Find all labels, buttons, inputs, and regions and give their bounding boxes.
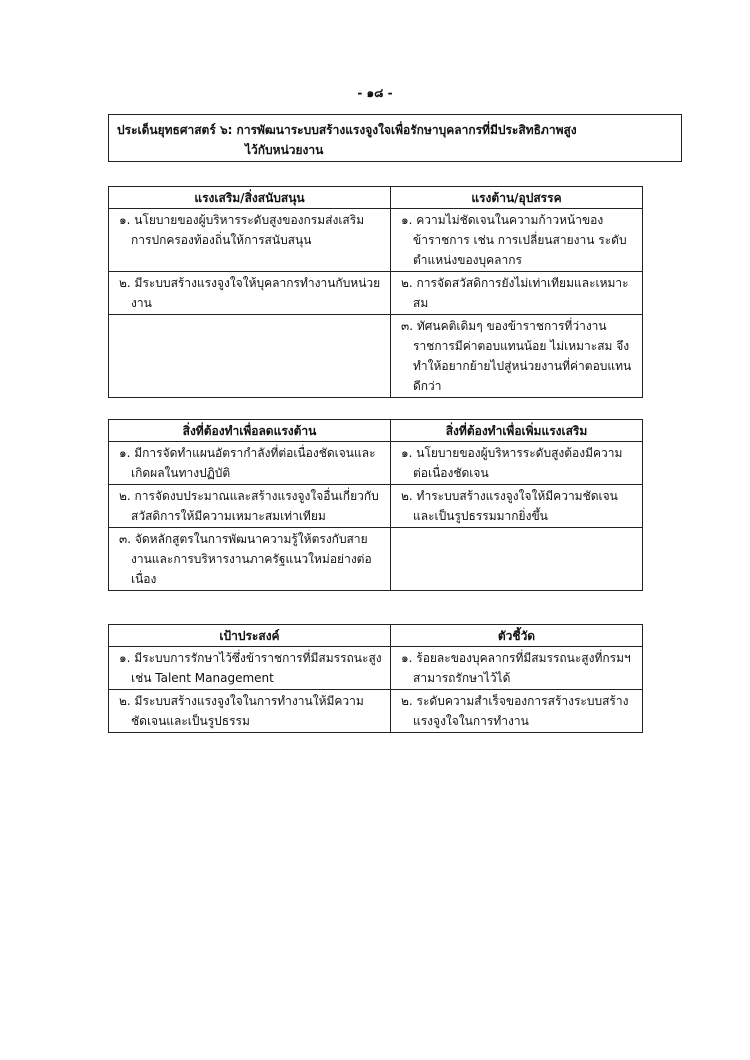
list-item: ๓. จัดหลักสูตรในการพัฒนาความรู้ให้ตรงกับสายงานและการบริหารงานภาครัฐแนวใหม่อย่างต่อเนื่อง [119,532,372,586]
table-cell [391,690,643,733]
list-item: ๑. มีการจัดทำแผนอัตรากำลังที่ต่อเนื่องชัดเจนและเกิดผลในทางปฏิบัติ [119,446,376,480]
table-cell [109,442,391,485]
table-cell [109,690,391,733]
actions-table [108,419,643,591]
table-cell [391,272,643,315]
forces-table [108,186,643,398]
table-cell [109,315,391,398]
table-row [109,485,643,528]
table-cell [109,528,391,591]
column-header-indicators: ตัวชี้วัด [391,625,643,647]
page-number: - ๑๘ - [357,86,393,100]
table-cell [391,209,643,272]
table-cell [391,647,643,690]
strategy-title-line2: ไว้กับหน่วยงาน [245,143,324,157]
list-item: ๑. ความไม่ชัดเจนในความก้าวหน้าของข้าราชการ เช่น การเปลี่ยนสายงาน ระดับตำแหน่งของบุคลากร [401,213,627,267]
list-item: ๒. มีระบบสร้างแรงจูงใจในการทำงานให้มีความชัดเจนและเป็นรูปธรรม [119,694,364,728]
table-header-row [109,187,643,209]
table-cell [109,647,391,690]
table-header-row [109,625,643,647]
table-row [109,690,643,733]
goals-indicators-table [108,624,643,733]
table-cell [109,272,391,315]
strategy-title-line1: ประเด็นยุทธศาสตร์ ๖: การพัฒนาระบบสร้างแรงจูงใจเพื่อรักษาบุคลากรที่มีประสิทธิภาพสูง [117,123,577,137]
column-header-reduce-opposing: สิ่งที่ต้องทำเพื่อลดแรงต้าน [109,420,391,442]
table-cell [391,442,643,485]
table-row [109,209,643,272]
table-cell [109,485,391,528]
list-item: ๑. มีระบบการรักษาไว้ซึ่งข้าราชการที่มีสมรรถนะสูง เช่น Talent Management [119,651,382,685]
table-row [109,442,643,485]
table-cell [391,315,643,398]
table-cell [391,528,643,591]
strategy-heading [108,114,682,162]
list-item: ๒. ทำระบบสร้างแรงจูงใจให้มีความชัดเจน และเป็นรูปธรรมมากยิ่งขึ้น [401,489,618,523]
table-row [109,272,643,315]
column-header-goals: เป้าประสงค์ [109,625,391,647]
table-cell [391,485,643,528]
list-item: ๑. นโยบายของผู้บริหารระดับสูงของกรมส่งเสริมการปกครองท้องถิ่นให้การสนับสนุน [119,213,365,247]
table-row [109,315,643,398]
list-item: ๒. มีระบบสร้างแรงจูงใจให้บุคลากรทำงานกับหน่วยงาน [119,276,381,310]
list-item: ๒. การจัดสวัสดิการยังไม่เท่าเทียมและเหมาะสม [401,276,629,310]
column-header-increase-supporting: สิ่งที่ต้องทำเพื่อเพิ่มแรงเสริม [391,420,643,442]
list-item: ๒. ระดับความสำเร็จของการสร้างระบบสร้างแรงจูงใจในการทำงาน [401,694,629,728]
list-item: ๓. ทัศนคติเดิมๆ ของข้าราชการที่ว่างานราชการมีค่าตอบแทนน้อย ไม่เหมาะสม จึงทำให้อยากย้ายไปสู่หน่วยงานที่ค่าตอบแทนดีกว่า [401,319,632,393]
table-header-row [109,420,643,442]
list-item: ๑. ร้อยละของบุคลากรที่มีสมรรถนะสูงที่กรมฯสามารถรักษาไว้ได้ [401,651,631,685]
table-row [109,528,643,591]
list-item: ๒. การจัดงบประมาณและสร้างแรงจูงใจอื่นเกี่ยวกับสวัสดิการให้มีความเหมาะสมเท่าเทียม [119,489,379,523]
list-item: ๑. นโยบายของผู้บริหารระดับสูงต้องมีความต่อเนื่องชัดเจน [401,446,623,480]
table-row [109,647,643,690]
column-header-supporting-forces: แรงเสริม/สิ่งสนับสนุน [109,187,391,209]
column-header-opposing-forces: แรงต้าน/อุปสรรค [391,187,643,209]
table-cell [109,209,391,272]
